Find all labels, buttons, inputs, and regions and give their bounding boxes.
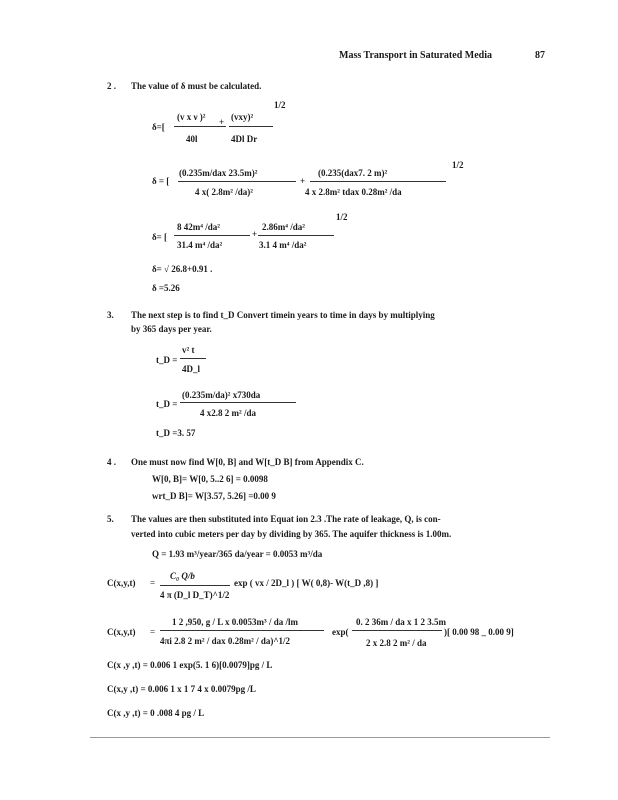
step-5-text-line1: The values are then substituted into Equat ion 2.3 .The rate of leakage, Q, is con- bbox=[131, 514, 441, 524]
eq-c-4: C(x,y ,t) = 0.006 1 x 1 7 4 x 0.0079pg /L bbox=[107, 684, 256, 694]
fraction-bar bbox=[229, 126, 273, 127]
fraction-bar bbox=[352, 630, 442, 631]
fraction-bar bbox=[160, 585, 230, 586]
eq-w-1: W[0, B]= W[0, 5..2 6] = 0.0098 bbox=[152, 474, 268, 484]
eq-td-3: t_D =3. 57 bbox=[156, 428, 196, 438]
step-4-text: One must now find W[0, B] and W[t_D B] from Appendix C. bbox=[131, 457, 364, 467]
eq-c-2-exp-num: 0. 2 36m / da x 1 2 3.5m bbox=[356, 617, 446, 627]
equals-sign: = bbox=[150, 578, 156, 588]
step-3-label: 3. bbox=[107, 310, 114, 320]
eq-td-1-num: v² t bbox=[182, 345, 195, 355]
running-header: Mass Transport in Saturated Media bbox=[339, 50, 492, 61]
eq-c-2-num: 1 2 ,950, g / L x 0.0053m³ / da /lm bbox=[172, 617, 298, 627]
step-4-label: 4 . bbox=[107, 457, 116, 467]
eq-delta-1-num1: (v x ν )² bbox=[177, 112, 206, 122]
step-5-text-line2: verted into cubic meters per day by dividing by 365. The aquifer thickness is 1.00m. bbox=[131, 529, 452, 539]
eq-delta-2-lhs: δ = [ bbox=[152, 176, 170, 186]
footer-rule bbox=[90, 737, 550, 738]
page-number: 87 bbox=[535, 50, 545, 61]
fraction-bar bbox=[174, 235, 250, 236]
eq-delta-3-num1: 8 42m⁴ /da² bbox=[177, 222, 220, 232]
eq-delta-1-lhs: δ=[ bbox=[152, 122, 165, 132]
eq-delta-3-den2: 3.1 4 m⁴ /da² bbox=[259, 240, 307, 250]
eq-w-2: wrt_D B]= W[3.57, 5.26] =0.00 9 bbox=[152, 491, 276, 501]
eq-delta-3-lhs: δ= [ bbox=[152, 232, 168, 242]
eq-c-2-tail: )[ 0.00 98 _ 0.00 9] bbox=[444, 627, 514, 637]
eq-delta-1-num2: (vxy)² bbox=[231, 112, 254, 122]
eq-c-1-lhs: C(x,y,t) bbox=[107, 578, 136, 588]
fraction-bar bbox=[160, 630, 324, 631]
exp-label: exp( bbox=[332, 627, 349, 637]
eq-delta-3-num2: 2.86m⁴ /da² bbox=[262, 222, 305, 232]
step-2-intro: The value of δ must be calculated. bbox=[131, 81, 262, 91]
eq-td-1-lhs: t_D = bbox=[156, 355, 178, 365]
eq-c-2-exp-den: 2 x 2.8 2 m² / da bbox=[366, 638, 427, 648]
eq-c-2-den: 4πi 2.8 2 m² / dax 0.28m² / da)^1/2 bbox=[160, 636, 291, 646]
eq-td-1-den: 4D_l bbox=[182, 364, 200, 374]
eq-td-2-den: 4 x2.8 2 m² /da bbox=[200, 408, 256, 418]
eq-delta-2-den1: 4 x( 2.8m² /da)² bbox=[195, 187, 253, 197]
step-3-text-line2: by 365 days per year. bbox=[131, 324, 212, 334]
eq-delta-2-num2: (0.235(dax7. 2 m)² bbox=[318, 168, 388, 178]
step-2-label: 2 . bbox=[107, 81, 116, 91]
eq-c-1-rest: exp ( vx / 2D_l ) [ W( 0,8)- W(t_D ,8) ] bbox=[234, 578, 379, 588]
eq-delta-2-exponent: 1/2 bbox=[452, 160, 464, 170]
eq-delta-5: δ =5.26 bbox=[152, 283, 180, 293]
eq-delta-4: δ= √ 26.8+0.91 . bbox=[152, 264, 213, 274]
eq-c-3: C(x ,y ,t) = 0.006 1 exp(5. 1 6)[0.0079]pg / L bbox=[107, 660, 273, 670]
eq-delta-2-plus: + bbox=[300, 176, 306, 186]
eq-delta-1-plus: + bbox=[219, 117, 225, 127]
eq-delta-2-num1: (0.235m/dax 23.5m)² bbox=[179, 168, 258, 178]
eq-td-2-lhs: t_D = bbox=[156, 399, 178, 409]
eq-delta-1-exponent: 1/2 bbox=[274, 100, 286, 110]
step-3-text-line1: The next step is to find t_D Convert timein years to time in days by multiplying bbox=[131, 310, 435, 320]
fraction-bar bbox=[178, 181, 296, 182]
fraction-bar bbox=[258, 235, 334, 236]
eq-delta-2-den2: 4 x 2.8m² tdax 0.28m² /da bbox=[305, 187, 402, 197]
eq-q: Q = 1.93 m³/year/365 da/year = 0.0053 m³/da bbox=[152, 549, 323, 559]
step-5-label: 5. bbox=[107, 514, 114, 524]
fraction-bar bbox=[310, 181, 446, 182]
eq-delta-3-exponent: 1/2 bbox=[336, 212, 348, 222]
eq-c-2-lhs: C(x,y,t) bbox=[107, 627, 136, 637]
fraction-bar bbox=[180, 402, 296, 403]
eq-td-2-num: (0.235m/da)² x730da bbox=[182, 390, 261, 400]
eq-delta-1-den1: 40l bbox=[186, 134, 198, 144]
eq-c-1-num: C₀ Q/b bbox=[170, 571, 195, 581]
fraction-bar bbox=[180, 358, 206, 359]
eq-delta-1-den2: 4Dl Dr bbox=[231, 134, 258, 144]
eq-delta-3-plus: + bbox=[252, 229, 258, 239]
equals-sign: = bbox=[150, 627, 156, 637]
eq-c-1-den: 4 π (D_l D_T)^1/2 bbox=[160, 590, 230, 600]
eq-c-5: C(x ,y ,t) = 0 .008 4 pg / L bbox=[107, 708, 205, 718]
eq-delta-3-den1: 31.4 m⁴ /da² bbox=[177, 240, 223, 250]
